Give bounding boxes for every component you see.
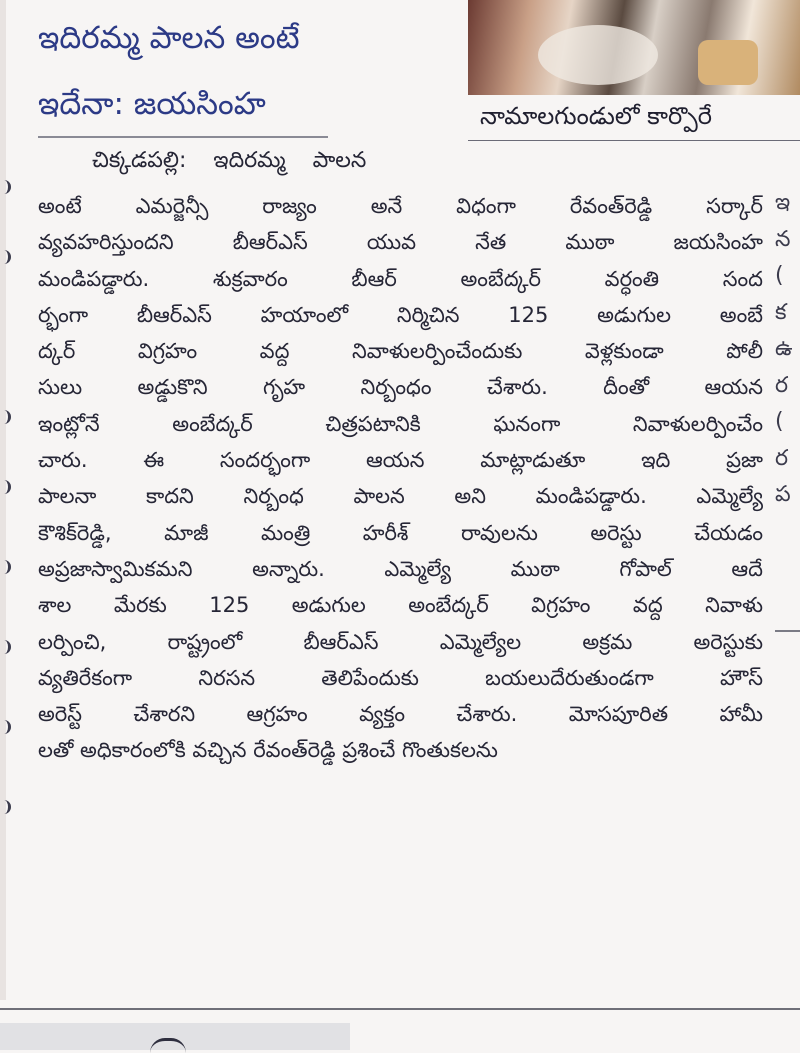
left-column-fragments [0,0,14,1000]
body-line: ర్భంగా బీఆర్‌ఎస్ హయాంలో నిర్మిచిన 125 అడుగుల అంబే [38,302,763,327]
article-body [38,188,763,769]
right-column-divider [775,630,800,632]
caption-divider [468,140,800,141]
right-fragment: ర [775,445,789,471]
article-dateline: చిక్కడపల్లి: ఇదిరమ్మ పాలన [92,148,367,173]
news-photo [468,0,800,95]
right-fragment: న [775,226,791,252]
body-line: వ్యతిరేకంగా నిరసన తెలిపేందుకు బయలుదేరుతుండగా హౌస్ [38,665,763,690]
body-line: ద్కర్ విగ్రహం వద్ద నివాళులర్పించేందుకు వెళ్లకుండా పోలీ [38,339,763,364]
body-line: ఇంట్లోనే అంబేద్కర్ చిత్రపటానికి ఘనంగా నివాళులర్పించేం [38,411,763,436]
body-line: అరెస్ట్ చేశారని ఆగ్రహం వ్యక్తం చేశారు. మోసపూరిత హామీ [38,702,763,727]
body-line: లతో అధికారంలోకి వచ్చిన రేవంత్‌రెడ్డి ప్రశించే గొంతుకలను [38,738,498,763]
body-line: వ్యవహరిస్తుందని బీఆర్‌ఎస్ యువ నేత ముఠా జయసింహ [38,230,763,255]
body-line: సులు అడ్డుకొని గృహ నిర్బంధం చేశారు. దీంతో ఆయన [38,375,763,400]
body-line: లర్పించి, రాష్ట్రంలో బీఆర్‌ఎస్ ఎమ్మెల్యేల అక్రమ అరెస్టుకు [38,629,763,654]
photo-caption: నామాలగుండులో కార్పొరే [480,102,713,130]
body-line: అంటే ఎమర్జెన్సీ రాజ్యం అనే విధంగా రేవంత్‌రెడ్డి సర్కార్ [38,194,763,218]
right-fragment: ర [775,372,789,398]
right-fragment: క [775,299,787,325]
right-fragment: ఉ [775,336,793,361]
right-fragment: ( [775,263,784,288]
body-line: పాలనా కాదని నిర్బంధ పాలన అని మండిపడ్డారు. ఎమ్మెల్యే [38,484,763,509]
headline-line-2: ఇదేనా: జయసింహ [38,86,266,122]
right-fragment: ( [775,409,784,434]
right-fragment: ఇ [775,190,791,215]
headline-line-1: ఇదిరమ్మ పాలన అంటే [38,20,300,56]
right-column-fragments [775,190,800,519]
body-line: చారు. ఈ సందర్భంగా ఆయన మాట్లాడుతూ ఇది ప్రజా [38,448,763,473]
body-line: అప్రజాస్వామికమని అన్నారు. ఎమ్మెల్యే ముఠా గోపాల్ ఆదే [38,556,763,581]
body-line: మండిపడ్డారు. శుక్రవారం బీఆర్ అంబేద్కర్ వర్ధంతి సంద [38,266,763,291]
right-fragment: ప [775,482,791,507]
body-line: కౌశిక్‌రెడ్డి, మాజీ మంత్రి హరీశ్ రావులను అరెస్టు చేయడం [38,520,763,545]
page-bottom-divider [0,1008,800,1010]
body-line: శాల మేరకు 125 అడుగుల అంబేద్కర్ విగ్రహం వద్ద నివాళు [38,593,763,618]
headline-divider [38,136,328,138]
